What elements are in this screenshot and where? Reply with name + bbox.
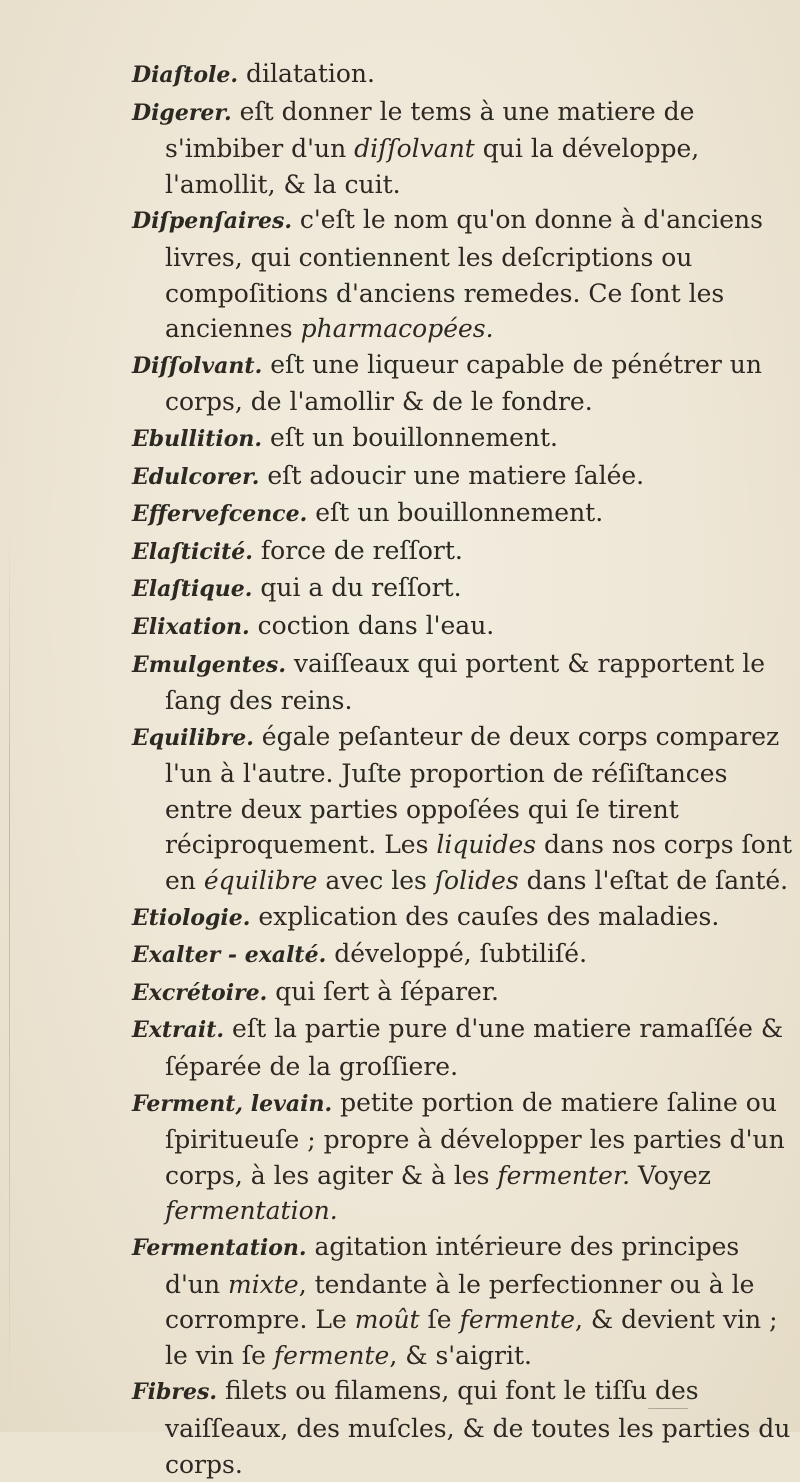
entry-definition-text: coction dans l'eau. [249,610,495,640]
glossary-entry [132,420,792,458]
entry-term: Diſpenſaires. [132,208,292,235]
entry-definition-text: explication des cauſes des maladies. [250,901,720,931]
glossary-entry [132,899,792,937]
glossary-entry [132,1085,792,1229]
entry-term: Edulcorer. [132,463,260,490]
entry-definition-text: égale peſanteur de deux corps comparez l'un à l'autre. Juſte proportion de réſiſtances entre deux parties oppoſées qui ſe tirent réciproquement. Les [165,721,780,860]
glossary-entry [132,495,792,533]
entry-definition-text: eſt donner le tems à une matiere de s'imbiber d'un [165,96,695,164]
entry-definition-text: dans l'eſtat de ſanté. [518,866,789,896]
entry-italic-word: moût [354,1305,420,1335]
entry-italic-word: fermentation. [165,1196,338,1226]
glossary-text-block [132,56,792,1482]
entry-italic-word: ſolides [434,866,519,896]
entry-definition-text: force de reſſort. [252,535,463,565]
entry-term: Diſſolvant. [132,352,263,379]
glossary-entry [132,56,792,94]
entry-term: Elixation. [132,613,250,640]
entry-definition-text: petite portion de matiere ſaline ou ſpiritueuſe ; propre à développer les parties d'un corps, à les agiter & à les [165,1087,785,1190]
entry-definition-text: eſt un bouillonnement. [307,498,604,528]
page-footer-mark [648,1408,688,1409]
glossary-entry [132,646,792,719]
entry-term: Elaſtique. [132,576,253,603]
entry-definition-text: dilatation. [238,59,375,88]
entry-term: Exalter - exalté. [132,942,327,969]
glossary-entry [132,570,792,608]
glossary-entry [132,202,792,346]
entry-definition-text: filets ou filamens, qui font le tiſſu des vaiſſeaux, des muſcles, & de toutes les parties du corps. [165,1376,791,1479]
entry-definition-text: agitation intérieure des principes d'un [165,1232,740,1299]
glossary-entry [132,1011,792,1084]
entry-definition-text: développé, ſubtiliſé. [326,939,588,969]
glossary-entry [132,347,792,420]
glossary-entry [132,719,792,899]
entry-italic-word: pharmacopées. [300,314,494,344]
entry-italic-word: liquides [436,830,537,860]
entry-term: Diaſtole. [132,62,239,88]
entry-italic-word: fermente [459,1305,576,1335]
entry-definition-text: , & s'aigrit. [389,1340,532,1370]
entry-term: Ferment, levain. [132,1090,333,1117]
entry-term: Extrait. [132,1017,225,1044]
entry-term: Excrétoire. [132,979,268,1006]
entry-definition-text: , tendante à le perfectionner ou à le corrompre. Le [165,1269,755,1335]
entry-definition-text: eſt adoucir une matiere ſalée. [259,460,645,490]
entry-term: Emulgentes. [132,651,286,678]
glossary-entry [132,94,792,203]
entry-definition-text: avec les [317,866,435,896]
entry-definition-text: eſt la partie pure d'une matiere ramaſſée & ſéparée de la groſſiere. [165,1014,784,1082]
entry-definition-text: c'eſt le nom qu'on donne à d'anciens livres, qui contiennent les deſcriptions ou compoſitions d'anciens remedes. Ce ſont les anciennes [165,205,763,344]
glossary-entry [132,936,792,974]
entry-definition-text: qui a du reſſort. [252,573,462,603]
entry-italic-word: fermente [273,1340,390,1370]
glossary-entry [132,974,792,1012]
entry-term: Ebullition. [132,425,263,452]
entry-italic-word: fermenter. [497,1160,631,1190]
page-gutter-shadow [9,520,10,1420]
entry-definition-text: Voyez [630,1160,711,1190]
glossary-entry [132,1373,792,1482]
entry-term: Digerer. [132,99,232,126]
entry-definition-text: , & devient vin ; le vin ſe [165,1305,778,1370]
entry-term: Elaſticité. [132,538,253,565]
entry-definition-text: ſe [419,1305,460,1335]
entry-italic-word: diſſolvant [354,134,475,164]
entry-definition-text: eſt une liqueur capable de pénétrer un corps, de l'amollir & de le fondre. [165,349,762,417]
glossary-entry [132,1229,792,1373]
entry-definition-text: eſt un bouillonnement. [262,422,559,452]
entry-definition-text: qui la développe, l'amollit, & la cuit. [165,134,700,199]
entry-definition-text: vaiſſeaux qui portent & rapportent le ſang des reins. [165,648,766,716]
entry-definition-text: qui ſert à ſéparer. [267,976,500,1006]
entry-term: Fermentation. [132,1235,307,1261]
glossary-entry [132,608,792,646]
glossary-entry [132,458,792,496]
entry-term: Fibres. [132,1379,217,1406]
entry-italic-word: mixte [228,1269,299,1299]
glossary-entry [132,533,792,571]
entry-term: Equilibre. [132,724,254,751]
entry-italic-word: équilibre [203,866,318,896]
entry-term: Etiologie. [132,904,251,931]
entry-definition-text: dans nos corps ſont en [165,830,793,896]
entry-term: Effervefcence. [132,501,308,528]
